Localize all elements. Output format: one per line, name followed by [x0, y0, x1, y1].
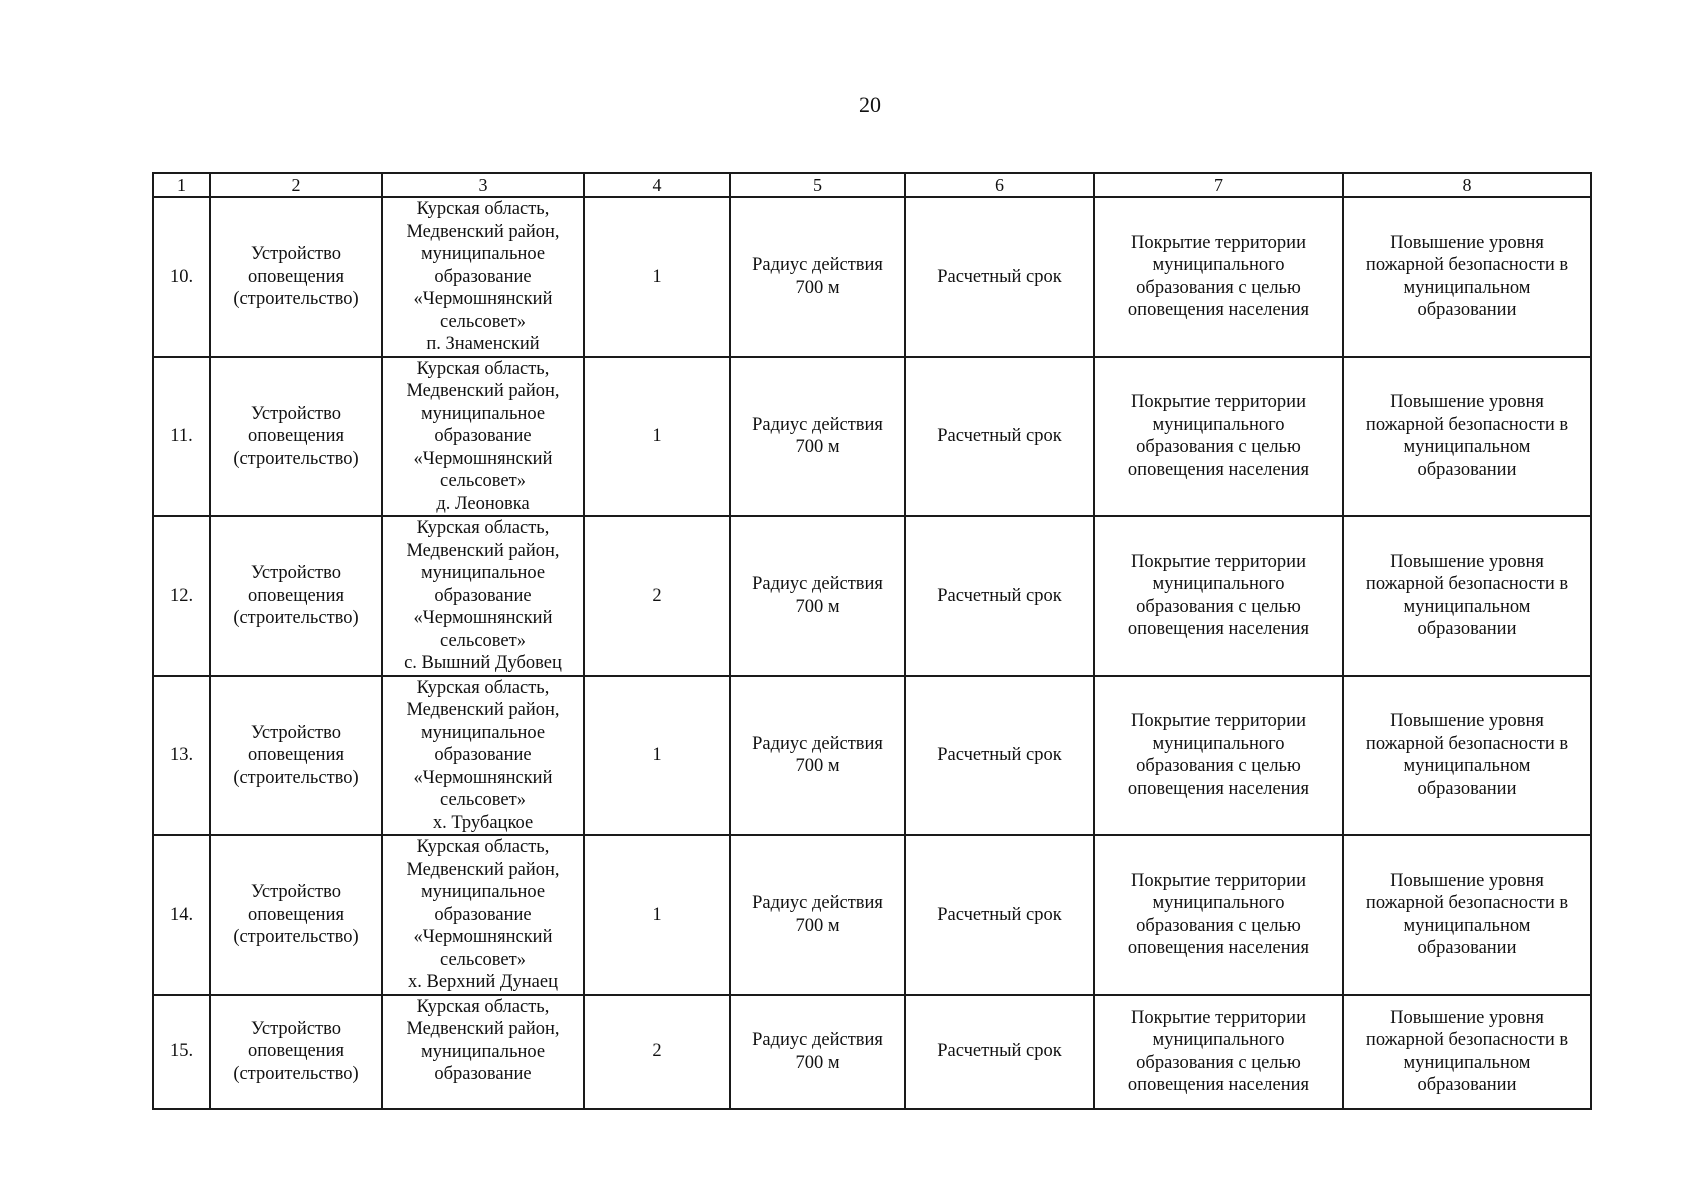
- radius-cell: [730, 516, 905, 676]
- effect-cell: [1343, 995, 1591, 1109]
- cell-line: муниципальном: [1403, 1052, 1531, 1073]
- cell-line: Устройство: [251, 882, 341, 902]
- effect-cell: [1343, 197, 1591, 357]
- page-number: 20: [859, 92, 881, 117]
- cell-line: 700 м: [795, 915, 840, 936]
- radius-cell: [730, 357, 905, 517]
- purpose-cell: [1094, 357, 1343, 517]
- cell-line: Медвенский район,: [406, 221, 560, 242]
- cell-line: муниципальное: [420, 244, 546, 264]
- cell-line: Повышение уровня: [1390, 551, 1544, 572]
- cell-line: пожарной безопасности в: [1365, 893, 1569, 914]
- column-header: 2: [210, 173, 382, 197]
- column-header: 4: [584, 173, 730, 197]
- cell-line: образования с целью: [1136, 756, 1301, 777]
- cell-line: (строительство): [233, 767, 359, 788]
- purpose-cell: [1094, 197, 1343, 357]
- term-cell: Расчетный срок: [905, 676, 1094, 836]
- cell-line: образовании: [1417, 778, 1517, 799]
- work-type-cell: [210, 676, 382, 836]
- cell-line: (строительство): [233, 289, 359, 309]
- table-body: [153, 197, 1591, 1109]
- cell-line: муниципального: [1152, 1030, 1285, 1050]
- effect-cell: [1343, 835, 1591, 995]
- cell-line: Повышение уровня: [1390, 392, 1544, 413]
- cell-line: муниципальное: [420, 722, 546, 743]
- cell-line: 700 м: [795, 756, 840, 777]
- effect-cell: [1343, 516, 1591, 676]
- cell-line: пожарной безопасности в: [1365, 255, 1569, 276]
- column-header: 6: [905, 173, 1094, 197]
- cell-line: Покрытие территории: [1131, 232, 1306, 253]
- purpose-cell: [1094, 676, 1343, 836]
- cell-line: Радиус действия: [752, 574, 883, 595]
- term-cell: Расчетный срок: [905, 516, 1094, 676]
- work-type-cell: [210, 357, 382, 517]
- row-number-cell: 15.: [153, 995, 210, 1109]
- row-number-cell: 11.: [153, 357, 210, 517]
- cell-line: Радиус действия: [752, 893, 883, 914]
- cell-line: образования с целью: [1136, 437, 1301, 458]
- location-cell: [382, 516, 584, 676]
- cell-line: муниципальном: [1403, 756, 1531, 777]
- cell-line: муниципального: [1152, 893, 1285, 914]
- column-header: 7: [1094, 173, 1343, 197]
- cell-line: оповещения: [247, 904, 344, 925]
- cell-line: сельсовет»: [440, 311, 526, 332]
- work-type-cell: [210, 995, 382, 1109]
- cell-line: оповещения: [247, 266, 344, 287]
- cell-line: 700 м: [795, 277, 840, 298]
- table-row: [153, 995, 1591, 1109]
- cell-line: Устройство: [251, 722, 341, 743]
- cell-line: Покрытие территории: [1131, 1007, 1306, 1028]
- cell-line: Медвенский район,: [406, 381, 560, 401]
- cell-line: Курская область,: [416, 518, 550, 538]
- cell-line: Медвенский район,: [406, 540, 560, 561]
- cell-line: (строительство): [233, 1063, 359, 1084]
- cell-line: образования с целью: [1136, 915, 1301, 936]
- cell-line: Радиус действия: [752, 414, 883, 435]
- cell-line: с. Вышний Дубовец: [404, 653, 562, 673]
- cell-line: 700 м: [795, 1052, 840, 1073]
- term-cell: Расчетный срок: [905, 835, 1094, 995]
- cell-line: пожарной безопасности в: [1365, 574, 1569, 595]
- cell-line: (строительство): [233, 448, 359, 469]
- location-cell: [382, 835, 584, 995]
- count-cell: 2: [584, 516, 730, 676]
- cell-line: муниципальное: [420, 403, 546, 424]
- count-cell: 2: [584, 995, 730, 1109]
- cell-line: образование: [434, 266, 532, 287]
- cell-line: Медвенский район,: [406, 859, 560, 880]
- cell-line: муниципального: [1152, 574, 1285, 595]
- location-cell: [382, 995, 584, 1109]
- cell-line: Устройство: [251, 563, 341, 583]
- radius-cell: [730, 835, 905, 995]
- cell-line: Повышение уровня: [1390, 232, 1544, 253]
- cell-line: Курская область,: [416, 199, 550, 219]
- cell-line: оповещения населения: [1127, 778, 1310, 799]
- column-header: 8: [1343, 173, 1591, 197]
- cell-line: Покрытие территории: [1131, 392, 1306, 413]
- cell-line: муниципальном: [1403, 437, 1531, 458]
- cell-line: Курская область,: [416, 358, 550, 379]
- radius-cell: [730, 197, 905, 357]
- cell-line: Медвенский район,: [406, 700, 560, 720]
- cell-line: Покрытие территории: [1131, 870, 1306, 891]
- cell-line: образовании: [1417, 1075, 1517, 1095]
- term-cell: Расчетный срок: [905, 197, 1094, 357]
- cell-line: «Чермошнянский: [413, 767, 553, 788]
- cell-line: сельсовет»: [440, 790, 526, 810]
- purpose-cell: [1094, 995, 1343, 1109]
- cell-line: образования с целью: [1136, 1052, 1301, 1073]
- cell-line: Радиус действия: [752, 1030, 883, 1050]
- cell-line: д. Леоновка: [436, 493, 530, 514]
- table-header-row: [153, 173, 1591, 197]
- cell-line: сельсовет»: [440, 630, 526, 651]
- cell-line: муниципальном: [1403, 915, 1531, 936]
- cell-line: х. Верхний Дунаец: [408, 972, 558, 992]
- column-header: 3: [382, 173, 584, 197]
- row-number-cell: 13.: [153, 676, 210, 836]
- cell-line: образовании: [1417, 459, 1517, 480]
- measures-table: [152, 172, 1592, 1110]
- cell-line: образовании: [1417, 300, 1517, 321]
- cell-line: «Чермошнянский: [413, 448, 553, 469]
- row-number-cell: 10.: [153, 197, 210, 357]
- cell-line: пожарной безопасности в: [1365, 414, 1569, 435]
- cell-line: муниципального: [1152, 255, 1285, 276]
- cell-line: сельсовет»: [440, 471, 526, 491]
- location-cell: [382, 197, 584, 357]
- cell-line: 700 м: [795, 437, 840, 458]
- cell-line: (строительство): [233, 927, 359, 947]
- row-number-cell: 12.: [153, 516, 210, 676]
- cell-line: оповещения: [247, 1041, 344, 1062]
- count-cell: 1: [584, 357, 730, 517]
- effect-cell: [1343, 676, 1591, 836]
- term-cell: Расчетный срок: [905, 357, 1094, 517]
- cell-line: Устройство: [251, 244, 341, 264]
- location-cell: [382, 676, 584, 836]
- table-row: [153, 676, 1591, 836]
- cell-line: Повышение уровня: [1390, 870, 1544, 891]
- cell-line: муниципальном: [1403, 596, 1531, 617]
- radius-cell: [730, 676, 905, 836]
- cell-line: образование: [434, 426, 532, 446]
- work-type-cell: [210, 516, 382, 676]
- cell-line: Радиус действия: [752, 733, 883, 754]
- cell-line: Покрытие территории: [1131, 711, 1306, 732]
- cell-line: сельсовет»: [440, 949, 526, 970]
- cell-line: Курская область,: [416, 677, 550, 698]
- work-type-cell: [210, 197, 382, 357]
- cell-line: Медвенский район,: [406, 1019, 560, 1039]
- cell-line: Радиус действия: [752, 255, 883, 276]
- count-cell: 1: [584, 676, 730, 836]
- cell-line: оповещения населения: [1127, 459, 1310, 480]
- cell-line: оповещения: [247, 426, 344, 446]
- cell-line: муниципальное: [420, 1041, 546, 1062]
- column-header: 1: [153, 173, 210, 197]
- cell-line: Устройство: [251, 403, 341, 424]
- cell-line: «Чермошнянский: [413, 608, 553, 628]
- cell-line: образования с целью: [1136, 596, 1301, 617]
- cell-line: оповещения населения: [1127, 938, 1310, 959]
- cell-line: Покрытие территории: [1131, 551, 1306, 572]
- count-cell: 1: [584, 835, 730, 995]
- cell-line: «Чермошнянский: [413, 927, 553, 947]
- cell-line: Курская область,: [416, 837, 550, 857]
- purpose-cell: [1094, 516, 1343, 676]
- cell-line: пожарной безопасности в: [1365, 733, 1569, 754]
- table-row: [153, 197, 1591, 357]
- table-row: [153, 357, 1591, 517]
- cell-line: муниципальное: [420, 563, 546, 583]
- cell-line: пожарной безопасности в: [1365, 1030, 1569, 1050]
- cell-line: 700 м: [795, 596, 840, 617]
- cell-line: Повышение уровня: [1390, 711, 1544, 732]
- cell-line: муниципального: [1152, 733, 1285, 754]
- term-cell: Расчетный срок: [905, 995, 1094, 1109]
- cell-line: оповещения: [247, 585, 344, 606]
- column-header: 5: [730, 173, 905, 197]
- cell-line: «Чермошнянский: [413, 289, 553, 309]
- cell-line: Курская область,: [416, 996, 550, 1017]
- cell-line: муниципальное: [420, 882, 546, 902]
- work-type-cell: [210, 835, 382, 995]
- cell-line: оповещения населения: [1127, 619, 1310, 640]
- cell-line: п. Знаменский: [426, 334, 540, 354]
- cell-line: Повышение уровня: [1390, 1007, 1544, 1028]
- cell-line: образование: [434, 745, 532, 765]
- cell-line: оповещения населения: [1127, 1075, 1310, 1095]
- purpose-cell: [1094, 835, 1343, 995]
- cell-line: оповещения: [247, 745, 344, 765]
- cell-line: Устройство: [251, 1018, 341, 1039]
- cell-line: (строительство): [233, 608, 359, 628]
- radius-cell: [730, 995, 905, 1109]
- location-cell: [382, 357, 584, 517]
- cell-line: образование: [434, 904, 532, 925]
- table-row: [153, 516, 1591, 676]
- cell-line: оповещения населения: [1127, 300, 1310, 321]
- cell-line: муниципального: [1152, 414, 1285, 435]
- cell-line: х. Трубацкое: [432, 812, 534, 833]
- row-number-cell: 14.: [153, 835, 210, 995]
- cell-line: муниципальном: [1403, 277, 1531, 298]
- cell-line: образование: [434, 1064, 532, 1084]
- cell-line: образовании: [1417, 619, 1517, 640]
- effect-cell: [1343, 357, 1591, 517]
- cell-line: образование: [434, 585, 532, 606]
- table-row: [153, 835, 1591, 995]
- count-cell: 1: [584, 197, 730, 357]
- cell-line: образовании: [1417, 938, 1517, 959]
- cell-line: образования с целью: [1136, 277, 1301, 298]
